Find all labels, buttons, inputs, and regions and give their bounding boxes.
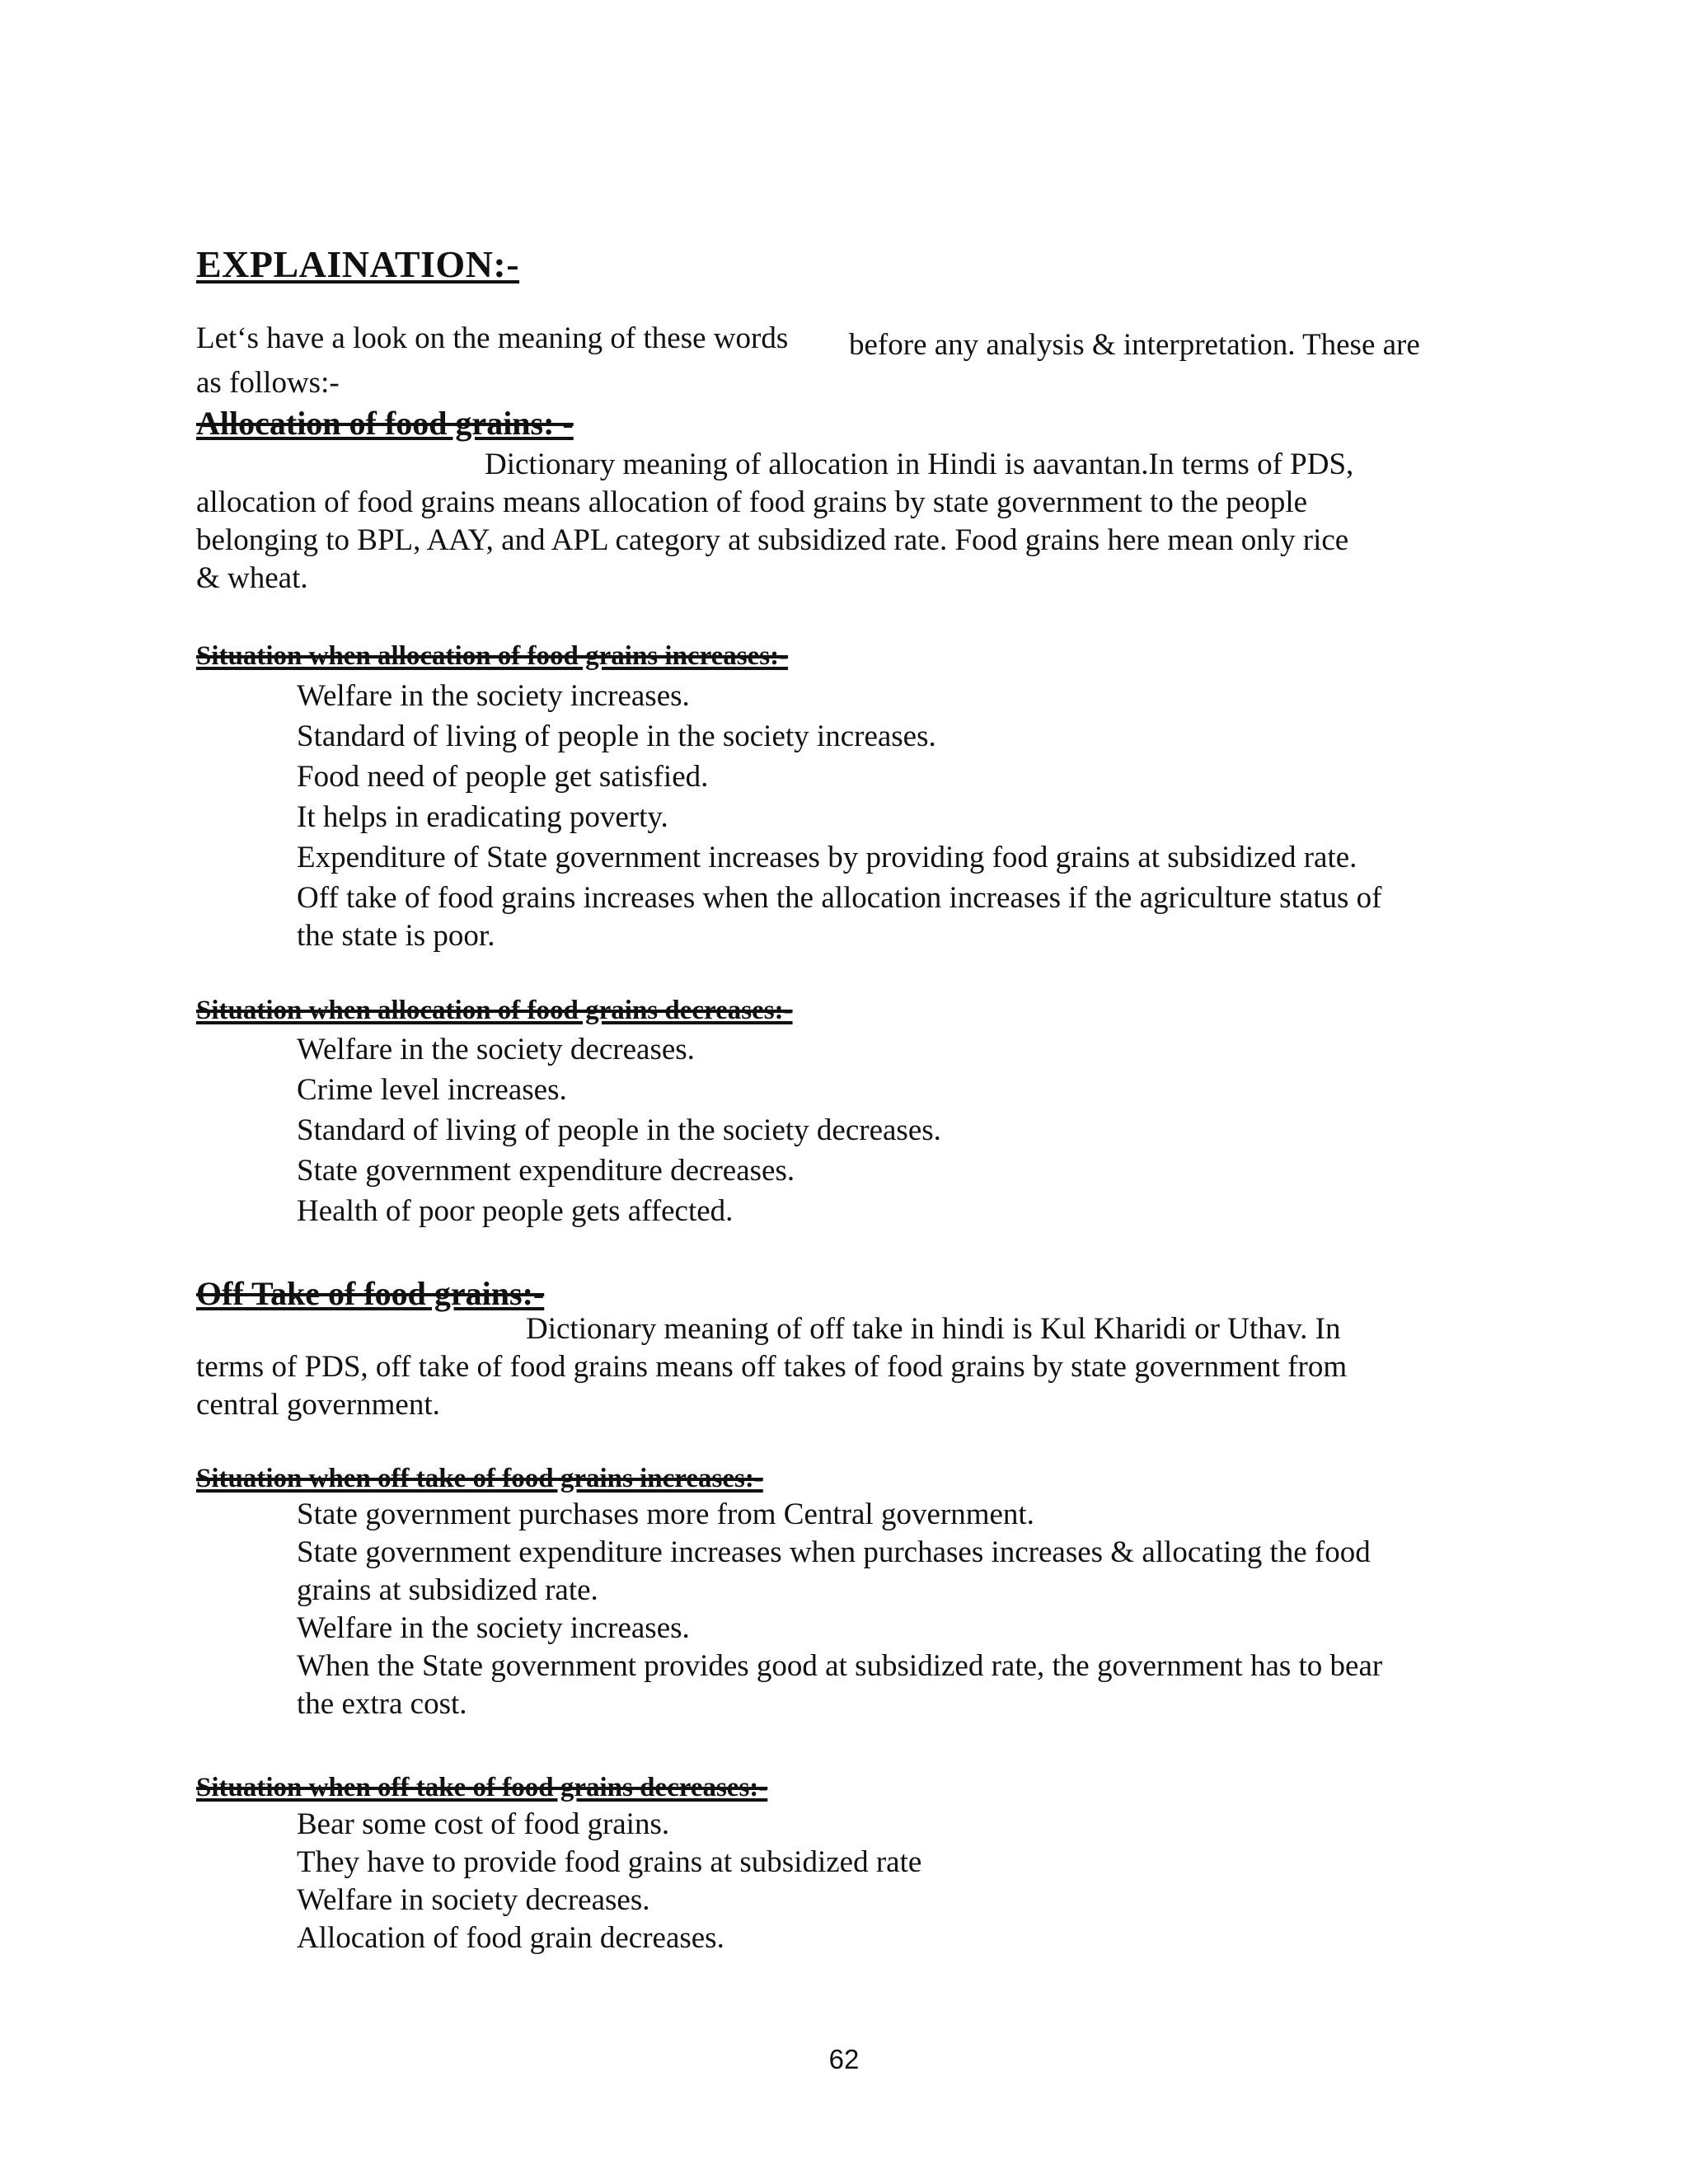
list-item: Food need of people get satisfied. — [297, 760, 709, 794]
list-item: It helps in eradicating poverty. — [297, 800, 668, 834]
list-item: Welfare in the society increases. — [297, 679, 690, 713]
offtake-increase-list — [297, 1496, 1382, 1723]
list-item: Expenditure of State government increases by providing food grains at subsidized rate. — [297, 841, 1357, 874]
list-item: Standard of living of people in the society decreases. — [297, 1113, 941, 1147]
page-number: 62 — [828, 2044, 860, 2074]
intro-text-part1: Let‘s have a look on the meaning of these words — [196, 321, 789, 355]
allocation-para-line3: belonging to BPL, AAY, and APL category at subsidized rate. Food grains here mean only rice — [196, 523, 1349, 557]
list-item: State government expenditure decreases. — [297, 1154, 795, 1188]
offtake-para-line2: terms of PDS, off take of food grains means off takes of food grains by state government from — [196, 1350, 1348, 1384]
allocation-increase-heading: Situation when allocation of food grains increases:- — [196, 641, 789, 671]
offtake-decrease-heading: Situation when off take of food grains decreases:- — [196, 1773, 768, 1802]
list-item: State government purchases more from Central government. — [297, 1497, 1034, 1531]
list-item: grains at subsidized rate. — [297, 1573, 598, 1607]
allocation-decrease-list — [297, 1029, 941, 1231]
intro-text-part2: before any analysis & interpretation. These are — [849, 328, 1420, 362]
offtake-increase-heading: Situation when off take of food grains increases:- — [196, 1464, 763, 1493]
list-item: State government expenditure increases when purchases increases & allocating the food — [297, 1535, 1371, 1569]
list-item: Allocation of food grain decreases. — [297, 1921, 724, 1955]
offtake-heading: Off Take of food grains:- — [196, 1275, 545, 1312]
offtake-decrease-list — [297, 1806, 921, 1957]
list-item: Standard of living of people in the society increases. — [297, 719, 936, 753]
offtake-para-line3: central government. — [196, 1388, 440, 1422]
list-item: Welfare in the society increases. — [297, 1611, 690, 1645]
list-item: Bear some cost of food grains. — [297, 1807, 670, 1841]
allocation-para-line2: allocation of food grains means allocation of food grains by state government to the people — [196, 485, 1308, 519]
list-item: They have to provide food grains at subsidized rate — [297, 1845, 922, 1879]
allocation-decrease-heading: Situation when allocation of food grains decreases:- — [196, 996, 793, 1025]
allocation-para-line1: Dictionary meaning of allocation in Hindi is aavantan.In terms of PDS, — [485, 448, 1354, 481]
intro-text-line2: as follows:- — [196, 366, 340, 400]
allocation-increase-list — [297, 676, 1381, 956]
allocation-para-line4: & wheat. — [196, 561, 308, 595]
list-item: When the State government provides good at subsidized rate, the government has to bear — [297, 1649, 1383, 1683]
list-item: the extra cost. — [297, 1687, 467, 1721]
list-item: Off take of food grains increases when the allocation increases if the agriculture status of — [297, 881, 1382, 915]
list-item: Crime level increases. — [297, 1073, 567, 1107]
allocation-heading: Allocation of food grains: - — [196, 405, 574, 442]
page-title: EXPLAINATION:- — [196, 243, 520, 285]
list-item: the state is poor. — [297, 919, 495, 953]
list-item: Welfare in society decreases. — [297, 1883, 650, 1917]
list-item: Health of poor people gets affected. — [297, 1194, 734, 1228]
offtake-para-line1: Dictionary meaning of off take in hindi is Kul Kharidi or Uthav. In — [526, 1312, 1341, 1346]
list-item: Welfare in the society decreases. — [297, 1033, 695, 1066]
